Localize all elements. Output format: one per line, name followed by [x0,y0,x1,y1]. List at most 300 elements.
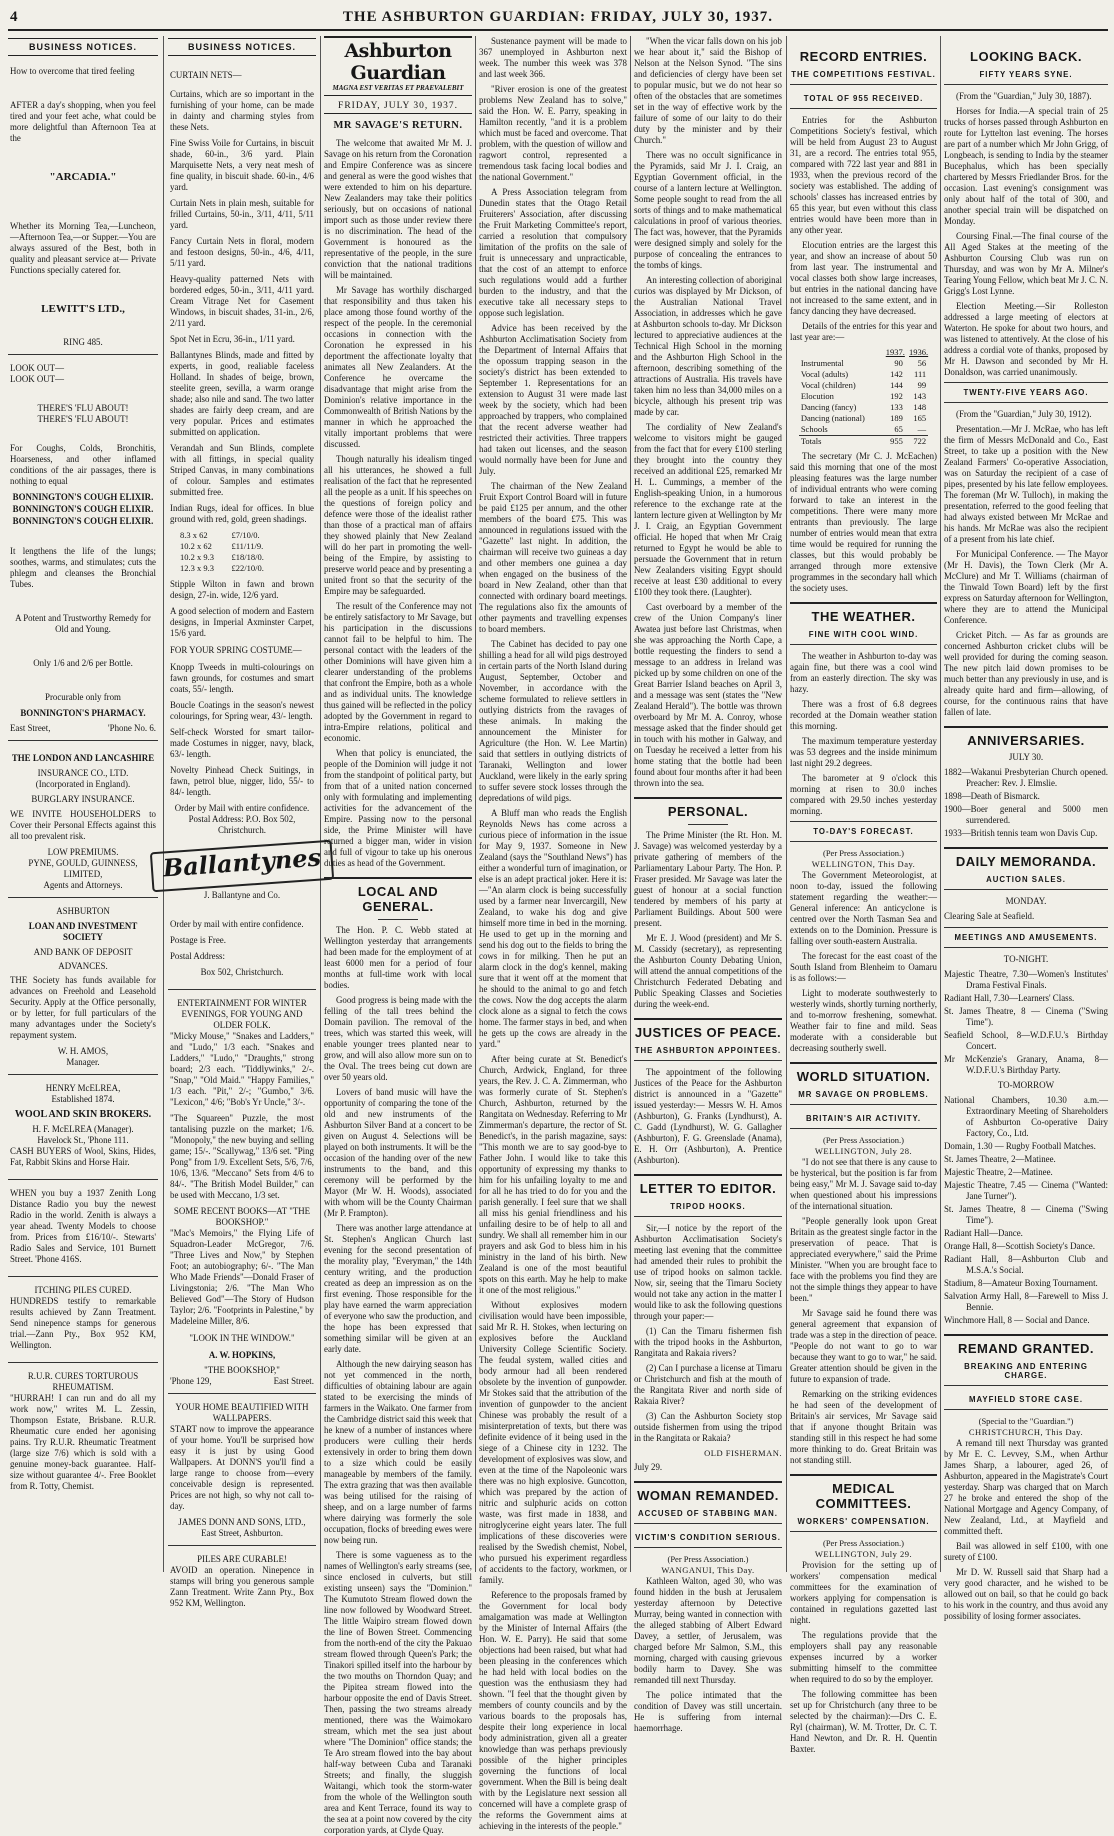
personal-body [634,830,782,1010]
ad-body: Order by mail with entire confidence. [170,919,304,929]
dateline: FRIDAY, JULY 30, 1937. [324,99,472,114]
rug-size: 8.3 x 62 [180,530,208,540]
paragraph: The Hon. P. C. Webb stated at Wellington yesterday that arrangements had been made for the employment of at least 6000 men for a period of four months at full-time work with local bodies. [324,925,472,990]
tomorrow-list [944,1095,1108,1326]
ad-body: "Micky Mouse," "Snakes and Ladders," and "Ludo," 1/3 each. "Snakes and Ladders," "Ludo," "Draughts," strong board; 2/3 each. "Tiddlywinks," 2/-. "Snap," "Old Maid." "Happy Families," 1/3 each. "Pit," 2/-; "Gumbo," 3/6. "Lexicon," 4/6; "Bob's Yr Uncle," 3/-. [170,1031,314,1107]
record-entries-body-2 [790,451,937,594]
ad-text: LOOK OUT— [10,363,64,373]
ad-body: Procurable only from [45,692,121,702]
rheumatism-ad [8,1367,158,1503]
table-row [799,413,928,424]
local-news-continued [634,36,782,789]
table-row [178,541,279,552]
ad-body: Boucle Coatings in the season's newest colourings, for Spring wear, 43/- length. [170,700,314,721]
paragraph: Presentation.—Mr J. McRae, who has left the firm of Messrs McDonald and Co., East Street, to take up a position with the New Zealand Farmers' Co-operative Association, was on Saturday the recipient of a case of pipes, presented by his late fellow employees. The foreman (Mr W. Tulloch), in making the presentation, referred to the good feeling that had always existed between Mr McRae and his hands. Mr McRae was also the recipient of a present from his late chief. [944,424,1108,544]
letter-date: July 29. [634,1462,663,1472]
section-headline: DAILY MEMORANDA. [944,847,1108,869]
press-credit: (Per Press Association.) [823,848,904,858]
ad-body: Novelty Pinhead Check Suitings, in fawn, petrol blue, nigger, lido, 55/- to 84/- length. [170,765,314,797]
paragraph: Cricket Pitch. — As far as grounds are concerned Ashburton cricket clubs will be well provided for during the coming season. The new pitch laid down promises to be much better than any previously in use, and is already quite hard and firm—allowing, of course, for the continuous rains that have fallen of late. [944,630,1108,717]
paragraph: The chairman of the New Zealand Fruit Export Control Board will in future be paid £125 per annum, and the other members of the board £75. This was announced in regulations issued with the "Gazette" last night. In addition, the chairman will receive two guineas a day and other members one guinea a day when engaged on the business of the board in New Zealand, other than that connected with ordinary board meetings. The regulations also fix the amounts of other payments and travelling expenses to board members. [479,481,627,634]
ad-headline: YOUR HOME BEAUTIFIED WITH WALLPAPERS. [175,1402,309,1423]
paragraph: Lovers of band music will have the opportunity of comparing the tone of the old and new instruments of the Ashburton Silver Band at a concert to be given on August 4. Selections will be played on both instruments. It will be the occasion of the handing over of the new instruments to the band, and this ceremony will be performed by the Mayor (Mr W. H. Woods), associated with whom will be the County Chairman (Mr P. Frampton). [324,1087,472,1218]
table-cell: 133 [890,402,903,412]
rug-price-table [178,530,279,574]
list-item: St. James Theatre, 8 — Cinema ("Swing Time"). [944,1006,1108,1027]
press-credit: (Special to the "Guardian.") [978,1416,1074,1426]
paragraph: Although the new dairying season has not yet commenced in the north, difficulties of obtaining labour are again stated to be exercising the minds of farmers in the Waikato. One farmer from the Cambridge district said this week that he knew of a number of instances where producers were culling their herds extensively in order to bring them down to a size which could be easily manageable by members of the family. The extra grazing that was then available was being utilised for the raising of sheep, and on a large number of farms where dairying was formerly the sole occupation, flocks of breeding ewes were now being run. [324,1359,472,1545]
column-business-notices-1 [8,36,158,1572]
ad-body: CASH BUYERS of Wool, Skins, Hides, Fat, Rabbit Skins and Horse Hair. [10,1146,156,1167]
ad-address: East Street. [273,1376,314,1386]
rug-size: 10.2 x 62 [180,541,212,551]
press-credit: (Per Press Association.) [667,1554,749,1564]
local-news-body [324,925,472,1836]
list-item: Stadium, 8—Amateur Boxing Tournament. [944,1278,1098,1288]
ad-body: Fancy Curtain Nets in floral, modern and festoon designs, 50-in., 4/6, 4/11, 5/11 yard. [170,236,314,268]
table-cell: 143 [913,391,927,401]
ad-body: WE INVITE HOUSEHOLDERS to Cover their Personal Effects against this all too prevalent risk. [10,809,156,841]
paragraph: Reference to the proposals framed by the Government for local body amalgamation was made at Wellington by the Minister of Internal Affairs (the Hon. W. E. Parry). He said that some objections had been raised, but what had been pleasing in the conferences which he had held with local bodies on the question was the enthusiasm they had shown. "I feel that the thought given by members of county councils and by the various boards to the proposals has, despite their long experience in local body administration, given all a greater knowledge than was perhaps previously possible of the higher principles governing the functions of local government. When the Bill is being dealt with by the Legislature next session all concerned will have a complete grasp of the reforms the Government aims at achieving in the interests of the people." [479,1590,627,1831]
paragraph: Mr D. W. Russell said that Sharp had a very good character, and he wished to be allowed out on bail, so that he could go back to his work in the country, and thus avoid any possibility of losing former associates. [944,1567,1108,1621]
paragraph: The weather in Ashburton to-day was again fine, but there was a cool wind from an easterly direction. The sky was hazy. [790,651,937,694]
column-local-news [479,36,627,1831]
dateline-place: WELLINGTON, July 29. [814,1549,913,1559]
record-entries-body [790,115,937,343]
list-item: 1882—Wakanui Presbyterian Church opened. Preacher: Rev. J. Elmslie. [944,767,1108,788]
ad-company: J. Ballantyne and Co. [203,890,281,900]
dateline-place: WELLINGTON, This Day. [811,859,916,869]
ad-product: BONNINGTON'S COUGH ELIXIR. [12,504,154,514]
subheadline: TWENTY-FIVE YEARS AGO. [944,382,1108,403]
paragraph: The regulations provide that the employers shall pay any reasonable expenses incurred by a worker submitting himself to the committee when required to do so by the employer. [790,1630,937,1684]
lewitts-name: LEWITT'S LTD., [41,303,125,315]
insurance-ad [8,745,158,898]
ad-body: Stipple Wilton in fawn and brown design, 27-in. wide, 12/6 yard. [170,579,314,600]
ad-footer: Whether its Morning Tea,—Luncheon, —Afternoon Tea,—or Supper.—You are always assured of the Best, both in quality and pleasant service at— Private Functions specially catered for. [10,221,156,275]
section-headline: THE WEATHER. [790,602,937,624]
ad-headline: R.U.R. CURES TORTUROUS RHEUMATISM. [27,1371,139,1392]
nameplate-motto: MAGNA EST VERITAS ET PRAEVALEBIT [332,84,464,92]
day-heading: MONDAY. [1005,896,1047,906]
table-cell: 165 [913,413,927,423]
ad-body: Fine Swiss Voile for Curtains, in biscuit shade, 60-in., 3/6 yard. Plain Marquisette Nets, a very neat mesh of fine quality, in biscuit shade. 60-in., 4/6 yard. [170,138,314,192]
list-item: National Chambers, 10.30 a.m.—Extraordinary Meeting of Shareholders of Ashburton Co-operative Dairy Factory, Co., Ltd. [944,1095,1108,1138]
table-cell: Vocal (adults) [800,369,849,379]
table-row [799,402,928,413]
list-item: Radiant Hall—Dance. [944,1228,1023,1238]
paragraph: Kathleen Walton, aged 30, who was found hidden in the bush at Jerusalem yesterday afternoon by Detective Murray, being wanted in connection with the alleged stabbing of Albert Edward Davey, a settler, of Jerusalem, was charged before Mr Salmon, S.M., this morning, charged with causing grievous bodily harm to Davey. She was remanded till next Thursday. [634,1576,782,1685]
list-item: 1933—British tennis team won Davis Cup. [944,828,1098,838]
column-news-5 [634,36,782,1733]
table-cell: 192 [890,391,903,401]
day-heading: TO-MORROW [997,1080,1055,1090]
subheadline: TRIPOD HOOKS. [634,1199,782,1217]
column-business-notices-2 [161,36,322,1608]
dateline-place: WANGANUI, This Day. [661,1565,755,1575]
ad-body: Ballantynes Blinds, made and fitted by experts, in good, realiable faceless Holland. In shades of beige, brown, steelite green, sevilla, a warm orange shade; also nile and sand. The two latter shades are fairly deep cream, and are very popular. Prices and estimates submitted on application. [170,350,314,437]
ad-body: START now to improve the appearance of your home. You'll be surprised how easy it is just by using Good Wallpapers. At DONN'S you'll find a large range to choose from—every conceivable design is represented. Prices are not high, so why not call to-day. [170,1424,314,1511]
ad-company: ASHBURTON [56,906,110,916]
ad-phone: 'Phone No. 6. [108,723,156,733]
table-cell: — [917,424,927,434]
list-item: 1900—Boer general and 5000 men surrendered. [944,804,1108,825]
ad-product: BONNINGTON'S COUGH ELIXIR. [12,516,154,526]
table-row [799,391,928,402]
column-rule [786,36,787,1572]
paragraph: There was no occult significance in the Pyramids, said Mr J. I. Craig, an Egyptian Government official, in the course of a lantern lecture at Wellington. Some people sought to read from the all sorts of things and to make mathematical calculations in proof of various theories. The fact was, however, that the Pyramids were designed simply and solely for the purpose of concealing the entrances to the tombs of kings. [634,150,782,270]
paragraph: The result of the Conference may not be entirely satisfactory to Mr Savage, but his participation in the discussions cannot fail to be helpful to him. The personal contact with the leaders of the other Dominions will have given him a clearer understanding of the problems that confront the Empire, both as a whole and as individual units. The knowledge thus gained will be reflected in the policy adopted by the Government in regard to intra-Empire relations, political and economic. [324,601,472,743]
ad-signatory-role: Manager. [66,1057,100,1067]
ad-body: Spot Net in Ecru, 36-in., 1/11 yard. [170,334,295,344]
ad-headline: BURGLARY INSURANCE. [31,794,135,804]
table-row [799,380,928,391]
editorial-body [324,138,472,869]
list-item: Orange Hall, 8—Scottish Society's Dance. [944,1241,1095,1251]
ad-body: HUNDREDS testify to remarkable results achieved by Zann Treatment. Send ninepence stamps for generous trial.—Zann Pty., Box 952 KM, Wellington. [10,1296,156,1350]
ad-body: Order by Mail with entire confidence. Postal Address: P.O. Box 502, Christchurch. [174,803,310,835]
lewitts-phone: RING 485. [63,337,103,347]
section-headline: JUSTICES OF PEACE. [634,1018,782,1040]
newspaper-nameplate [324,36,472,96]
ad-body: Postage is Free. [170,935,226,945]
table-cell: 148 [913,402,927,412]
section-headline: PERSONAL. [634,797,782,819]
zenith-radio-ad [8,1184,158,1277]
table-row [178,552,279,563]
ad-body: "The Squareen" Puzzle, the most tantalising puzzle on the market; 1/6. "Monopoly," the new buying and selling game; 15/-. "Scallywag," 13/6 set. "Ping Pong" from 1/9. Excellent Sets, 5/6, 7/6, 10/6, 13/6. "Meccano" Sets from 4/6 to 84/-. "The British Model Builder," can be used with Meccano, 1/3 set. [170,1113,314,1200]
table-row [178,563,279,574]
page-number: 4 [10,9,18,25]
world-situation-body [790,1157,937,1466]
ad-headline: WOOL AND SKIN BROKERS. [14,1109,152,1120]
column-rule [475,36,476,1572]
paragraph: (From the "Guardian," July 30, 1912). [956,409,1092,419]
table-cell: 56 [917,358,927,368]
anniversaries-list [944,767,1108,839]
bookshop-ad [168,994,316,1394]
press-credit: (Per Press Association.) [823,1538,904,1548]
paragraph: Details of the entries for this year and last year are:— [790,321,937,342]
paragraph: Horses for India.—A special train of 25 trucks of horses passed through Ashburton en route for Lyttelton last evening. The horses are part of a number which Mr John Grigg, of Longbeach, is sending to India by the steamer Bucephalus, which has been specially chartered by Messrs Friedlander Bros. for the occasion. Last evening's consignment was only about half of the total of 300, and another special train will be dispatched on Monday. [944,106,1108,226]
ad-company: A. W. HOPKINS, [208,1350,276,1360]
ad-body: A Potent and Trustworthy Remedy for Old and Young. [15,613,151,634]
subheadline: MEETINGS AND AMUSEMENTS. [944,927,1108,948]
ad-company-sub: INSURANCE CO., LTD. [37,768,129,778]
paragraph: Light to moderate southwesterly to westerly winds, shortly turning northerly, and to-morrow freshening, somewhat. Weather fair to fine and mild. Seas moderate with a considerable but decreasing southerly swell. [790,988,937,1053]
piles-ad [8,1281,158,1363]
paragraph: There was another large attendance at St. Stephen's Anglican Church last evening for the second presentation of the morality play, "Everyman," the 14th century writing, and the production created as deep an impression as on the first evening. Those responsible for the play have earned the warm appreciation of everyone who saw the production, and the hope has been expressed that something similar will be given at an early date. [324,1223,472,1354]
ballantynes-ad [161,62,322,990]
ad-shop-name: BONNINGTON'S PHARMACY. [20,708,146,718]
subheadline: MAYFIELD STORE CASE. [944,1392,1108,1410]
paragraph: The appointment of the following Justices of the Peace for the Ashburton district is announced in a "Gazette" issued yesterday:— Messrs W. H. Amos (Ashburton), G. Franks (Lyndhurst), A. C. Gadd (Lyndhurst), W. G. Gallagher (Ashburton), F. G. Greenslade (Anama), E. H. Orr (Ashburton), A. Prentice (Ashburton). [634,1067,782,1165]
paragraph: There was a frost of 6.8 degrees recorded at the Domain weather station this morning. [790,699,937,731]
paragraph: "River erosion is one of the greatest problems New Zealand has to solve," said the Hon. W. E. Parry, speaking in Hamilton recently, "and it is a problem which must be faced and overcome. That problem, with the question of willow and ragwort control, represented a tremendous task facing local bodies and the national Government." [479,84,627,182]
list-item: St. James Theatre, 2—Matinee. [944,1154,1056,1164]
rug-size: 12.3 x 9.3 [180,563,214,573]
table-row [799,369,928,380]
wool-brokers-ad [8,1079,158,1180]
ad-headline: ADVANCES. [58,961,108,971]
ad-name: "ARCADIA." [49,171,117,183]
section-headline: ANNIVERSARIES. [944,726,1108,748]
paragraph: The Cabinet has decided to pay one shilling a head for all wild pigs destroyed in certain parts of the North Island during August, September, October and November, in accordance with the scheme formulated to relieve settlers in outlying districts from the ravages of these animals. In making the announcement the Minister for Agriculture (the Hon. W. Lee Martin) said that settlers in outlying districts of Taranaki, Wellington and lower Auckland, were likely in the early spring to suffer severe stock losses through the depredations of wild pigs. [479,639,627,803]
tonight-list [944,969,1108,1076]
ad-headline: SOME RECENT BOOKS—AT "THE BOOKSHOP." [173,1206,311,1227]
paragraph: The Government Meteorologist, at noon to-day, issued the following statement regarding the weather:— General inference: An anticyclone is centred over the North Tasman Sea and extends on to the Dominion. Pressure is falling over south-eastern Australia. [790,870,937,946]
table-cell: 111 [914,369,927,379]
table-row [799,358,928,369]
column-rule [163,36,164,1572]
section-headline: MEDICAL COMMITTEES. [790,1474,937,1511]
list-item: Winchmore Hall, 8 — Social and Dance. [944,1315,1090,1325]
ad-headline: THERE'S 'FLU ABOUT! [37,403,129,413]
ad-body: "HURRAH! I can run and do all my work now," writes M. L. Zessin, Thompson Estate, Brisbane. R.U.R. Rheumatic cure ended her agonising pains. Try R.U.R. Rheumatic Treatment (large size 7/6) which is sold with a genuine money-back guarantee. Half-size without guarantee 4/-. Free Booklet from R. Totty, Chemist. [10,1393,156,1491]
paragraph: (3) Can the Ashburton Society stop outside fishermen from using the tripod in the Rangitata or Rakaia? [634,1411,782,1443]
table-cell: Schools [800,424,828,434]
paragraph: The following committee has been set up for Christchurch (any three to be selected by the chairman):—Drs C. E. Ryl (chairman), W. M. Trotter, Dr. C. T. Hand Newton, and Dr. R. H. Quentin Baxter. [790,1689,937,1754]
ad-headline: "LOOK IN THE WINDOW." [189,1333,295,1343]
ad-manager: H. F. McELREA (Manager). [32,1124,134,1134]
table-header-row [799,347,928,358]
paragraph: Advice has been received by the Ashburton Acclimatisation Society from the Department of Internal Affairs that the opossum trapping season in the society's district has been extended to September 1. Representations for an extension to August 31 were made last week by the society, which had been approached by trappers, who complained that the recent adverse weather had restricted their activities. Three trappers had taken out licenses, and the season would normally have been for June and July. [479,323,627,476]
press-credit: (Per Press Association.) [823,1135,904,1145]
ad-headline: ITCHING PILES CURED. [34,1285,132,1295]
subheadline: MR SAVAGE ON PROBLEMS. [790,1087,937,1105]
paragraph: The welcome that awaited Mr M. J. Savage on his return from the Coronation and Empire Conference was as sincere and general as were the good wishes that were extended to him on his departure. New Zealanders may take their politics seriously, but on occasions of national import such as those under review there is no discrimination. The head of the Government is honoured as the representative of the people, in the sure conviction that the national traditions will be maintained. [324,138,472,280]
ballantynes-logo [161,842,322,886]
letter-signature: OLD FISHERMAN. [704,1448,782,1458]
paragraph: Cast overboard by a member of the crew of the Union Company's liner Awatea just before last Christmas, when she was approaching the North Cape, a bottle requesting the finders to send a message to an address in Ireland was picked up by some children on one of the Great Barrier Island beaches on April 3, and a message was sent (states the "New Zealand Herald"). The bottle was thrown overboard by Mr M. A. Conroy, whose message asked that the finder should get in touch with his mother in Galway, and on Tuesday he received a letter from his home stating that the bottle had been found about four months after it had been thrown into the sea. [634,602,782,788]
table-cell: Instrumental [800,358,844,368]
subheadline: VICTIM'S CONDITION SERIOUS. [634,1530,782,1548]
anniversary-date: JULY 30. [1008,752,1044,762]
list-item: Majestic Theatre, 7.30—Women's Institutes' Drama Festival Finals. [944,969,1108,990]
paragraph: Remarking on the striking evidences he had seen of the development of Britain's air services, Mr Savage said that if anyone thought Britain was standing still in this respect he had some more thinking to do. Great Britain was not standing still. [790,1389,937,1465]
paragraph: A Press Association telegram from Dunedin states that the Otago Retail Fruiterers' Association, after discussing the Fruit Marketing Committee's report, carried a resolution that compulsory limitation of the profits on the sale of fruit is unnecessary and unpracticable, that the cost of an attempt to enforce such regulations would add a further burden to the industry, and that the executive take all necessary steps to oppose such legislation. [479,187,627,318]
wallpaper-ad [168,1398,316,1546]
list-item: Majestic Theatre, 2—Matinee. [944,1167,1053,1177]
table-cell: Vocal (children) [800,380,856,390]
local-news-continued [479,36,627,1832]
section-headline: LETTER TO EDITOR. [634,1174,782,1196]
section-headline: REMAND GRANTED. [944,1334,1108,1356]
paragraph: "People generally look upon Great Britain as the greatest single factor in the preservation of peace. That is appreciated everywhere," said the Prime Minister. "When you are brought face to face with the problems you find they are not the simple things they appear to have been." [790,1216,937,1303]
paragraph: Though naturally his idealism tinged all his utterances, he showed a full realisation of the fact that he represented all the people as a unit. If his speeches on the questions of foreign policy and defence were those of the idealist rather than those of a practical man of affairs they showed plainly that New Zealand will do her part in promoting the well-being of the Empire, by assisting to preserve world peace and by presenting a united front so that the security of the Empire may be safeguarded. [324,454,472,596]
paragraph: "When the vicar falls down on his job we hear about it," said the Bishop of Nelson at the Nelson Synod. "The sins and deficiencies of clergy have been set to popular music, but we do not hear so often of the obstacles that are sometimes set in the way of effective work by the failure of some of our laity to do their duty by the minister and by their Church." [634,36,782,145]
paragraph: The forecast for the east coast of the South Island from Blenheim to Oamaru is as follows:— [790,951,937,983]
ad-agents: Agents and Attorneys. [43,880,123,890]
paragraph: (From the "Guardian," July 30, 1887). [956,91,1092,101]
paragraph: Bail was allowed in self £100, with one surety of £100. [944,1541,1108,1562]
subheadline: BREAKING AND ENTERING CHARGE. [944,1359,1108,1386]
subheadline: ACCUSED OF STABBING MAN. [634,1506,782,1524]
table-cell: 144 [890,380,903,390]
column-rule [320,36,321,1572]
section-headline: LOOKING BACK. [970,49,1082,64]
list-item: St. James Theatre, 8 — Cinema ("Swing Time"). [944,1204,1108,1225]
column-news-6 [790,36,937,1754]
section-header: BUSINESS NOTICES. [168,38,316,56]
ad-body: Heavy-quality patterned Nets with bordered edges, 50-in., 3/11, 4/11 yard. Cream Vitrage Net for Casement Windows, in biscuit shades, 31-in., 2/6, 2/11 yard. [170,274,314,328]
ad-body: AFTER a day's shopping, when you feel tired and your feet ache, what could be more delightful than Afternoon Tea at the [10,100,156,143]
ad-agents: PYNE, GOULD, GUINNESS, LIMITED, [28,858,138,879]
list-item: Radiant Hall, 8—Ashburton Club and M.S.A.'s Social. [944,1254,1108,1275]
loan-society-ad [8,902,158,1075]
section-headline: WORLD SITUATION. [790,1062,937,1084]
ad-body: It lengthens the life of the lungs; soothes, warms, and stimulates; cuts the phlegm and cleanses the Bronchial Tubes. [10,546,156,589]
section-headline: RECORD ENTRIES. [799,49,928,64]
table-header [799,347,882,358]
table-row [799,424,928,436]
ad-body: A good selection of modern and Eastern designs, in Imperial Axminster Carpet, 15/6 yard. [170,606,314,638]
ad-address: East Street, [10,723,51,733]
table-cell: 189 [890,413,903,423]
list-item: Seafield School, 8—W.D.F.U.'s Birthday Concert. [944,1030,1108,1051]
ad-body: THE Society has funds available for advances on Freehold and Leasehold Security. Apply at the Office personally, or by letter, for full particulars of the many advantages under the Society's repayment system. [10,975,156,1040]
paragraph: A remand till next Thursday was granted by Mr E. C. Levvey, S.M., when Arthur James Sharp, a labourer, aged 26, of Ashburton, appeared in the Magistrate's Court yesterday. Sharp was charged that on March 27 he broke and entered the shop of the National Mortgage and Agency Company, of New Zealand, Ltd., at Mayfield and committed theft. [944,1438,1108,1536]
table-cell: 955 [882,436,905,448]
paragraph: Mr E. J. Wood (president) and Mr S. M. Cassidy (secretary), as representing the Ashburton County Debating Union, will attend the annual competitions of the Christchurch Federated Debating and Public Speaking Classes and Societies during the week-end. [634,933,782,1009]
list-item: Radiant Hall, 7.30—Learners' Class. [944,993,1075,1003]
paragraph: (2) Can I purchase a license at Timaru or Christchurch and fish at the mouth of the Rangitata River and north side of Rakaia River? [634,1363,782,1406]
arcadia-ad [8,62,158,355]
table-total-row [799,436,928,448]
fifty-years-body [944,91,1108,378]
subheadline: TO-DAY'S FORECAST. [790,821,937,842]
table-cell: Elocution [800,391,834,401]
ad-signatory: W. H. AMOS, [57,1046,109,1056]
paragraph: The barometer at 9 o'clock this morning at risen to 30.0 inches compared with 29.50 inches yesterday morning. [790,773,937,816]
ad-headline: PILES ARE CURABLE! [197,1554,287,1564]
subheadline: FINE WITH COOL WIND. [790,627,937,645]
paragraph: Mr Savage has worthily discharged that responsibility and thus taken his place among those found worthy of the respect of the people. In the ceremonial occasions in connection with the Coronation he expressed in his deportment the affectionate loyalty that animates all New Zealanders. At the Conference he overcame the disadvantage that might arise from the Dominion's relative importance in the Commonwealth of British Nations by the manner in which he approached the vitally important problems that were discussed. [324,285,472,449]
paragraph: The secretary (Mr C. J. McEachen) said this morning that one of the most pleasing features was the large number of individual entrants who were coming forward to take an interest in the competitions. There were many more entrants than previously. The large number of entries would mean that extra time would be required for running the classes, but this would probably be arranged through more extensive programmes in the secondary hall which the society uses. [790,451,937,593]
ad-company: JAMES DONN AND SONS, LTD., [178,1517,306,1527]
ad-body: Verandah and Sun Blinds, complete with all fittings, in special quality Striped Canvas, in many combinations of colour. Samples and estimates submitted free. [170,443,314,497]
ad-body: Curtains, which are so important in the furnishing of your home, can be made in dainty and charming styles from these Nets. [170,89,314,132]
table-header: 1937. [885,347,905,357]
table-cell: Dancing (national) [800,413,865,423]
ad-body: WHEN you buy a 1937 Zenith Long Distance Radio you buy the newest Radio in the world. Zenith is always a year ahead. Twenty Models to choose from. Prices from £16/10/-. Stewarts' Radio Sales and Service, 101 Burnett Street. 'Phone 416S. [10,1188,156,1264]
ad-headline: CURTAIN NETS— [170,70,242,80]
twenty-five-years-body [944,409,1108,718]
ad-company: THE LONDON AND LANCASHIRE [11,753,155,763]
ad-headline: THERE'S 'FLU ABOUT! [37,414,129,424]
subheadline: THE COMPETITIONS FESTIVAL. [790,67,937,85]
subheadline: WORKERS' COMPENSATION. [790,1514,937,1532]
ad-company-sub: AND BANK OF DEPOSIT [33,947,133,957]
ad-company-sub: (Incorporated in England). [35,779,131,789]
subheadline: BRITAIN'S AIR ACTIVITY. [790,1111,937,1129]
paragraph: There is some vagueness as to the names of Wellington's early streams (see, since enclosed in culverts, but still existing unseen) says the "Dominion." The Kumutoto Stream flowed down the line now followed by Woodward Street. The little Waipiro stream flowed down the line of Bowen Street. Commencing from the north-end of the city the Pakuao stream flowed through Queen's Park; the Tinakori spilled itself into the harbour by the two mouths on Thorndon Quay; and the Pipitea stream flowed into the harbour opposite the end of Davis Street. Then, passing the two streams already mentioned, there was the Waimokaro stream, which met the sea just about where "The Dominion" office stands; the Te Aro stream flowed into the bay about half-way between Cuba and Taranaki Streets; and finally, the sluggish Waitangi, which took the storm-water from the whole of the Wellington south area and Kent Terrace, found its way to the sea at a point now covered by the city corporation yards, at Clyde Quay. [324,1550,472,1835]
ad-text: LOOK OUT— [10,374,64,384]
ad-tagline: How to overcome that tired feeling [10,66,135,76]
paragraph: After being curate at St. Benedict's Church, Ardwick, England, for three years, the Rev. J. C. A. Zimmerman, who was formerly curate of St. Stephen's Church, Ashburton, returned by the Rangitata on Wednesday. Referring to Mr Zimmerman's departure, the rector of St. Benedict's, in the parish magazine, says: "This month we are to say good-bye to Father John. I would like to take this opportunity of expressing my thanks to him for his unfailing loyalty to me and for all he has tried to do for you and the parish generally. I feel sure that we shall all miss his genial friendliness and his unfailing desire to be of help to all and sundry. We shall all remember him in our prayers and ask God to bless him in his ministry in the land of his birth. New Zealand is one of the most beautiful spots on this earth. May he help to make it one of the most religious." [479,1054,627,1295]
entries-table [799,347,928,447]
table-cell: 65 [894,424,903,434]
ad-company: LOAN AND INVESTMENT SOCIETY [28,921,138,942]
paragraph: Entries for the Ashburton Competitions Society's festival, which will be held from August 23 to August 31, are a record. The entries total 955, compared with 722 last year and 881 in 1933, when the previous record of the society was established. The adding of schools' classes has increased entries by 65 this year, but even without this class entries would have been more than in any other year. [790,115,937,235]
medical-committees-body [790,1560,937,1755]
masthead-title: THE ASHBURTON GUARDIAN: FRIDAY, JULY 30, 1937. [342,9,774,25]
list-item: Majestic Theatre, 7.45 — Cinema ("Wanted: Jane Turner"). [944,1180,1108,1201]
piles-ad-2 [168,1550,316,1620]
paragraph: Sustenance payment will be made to 367 unemployed in Ashburton next week. The number this week was 378 and last week 366. [479,36,627,79]
list-item: Clearing Sale at Seafield. [944,911,1035,921]
ad-phone: 'Phone 129, [170,1376,212,1386]
paragraph: Election Meeting.—Sir Rolleston addressed a large meeting of electors at Waterton. He spoke for about two hours, and was listened to attentively. At the close of his address a cordial vote of thanks, proposed by Mr H. Dawson and seconded by Mr H. Donaldson, was carried unanimously. [944,301,1108,377]
table-cell: Totals [799,436,882,448]
rug-price: £11/11/9. [231,541,264,551]
ad-body: AVOID an operation. Ninepence in stamps will bring you generous sample Zann Treatment. Write Zann Pty., Box 952 KM, Wellington. [170,1565,314,1608]
paragraph: Without explosives modern civilisation would have been impossible, said Mr R. H. Stokes, when lecturing on explosives before the Auckland University College Scientific Society. The feudal system, walled cities and body armour had all been rendered obsolete by the invention of gunpowder. Mr Stokes said that the attribution of the invention of gunpowder to the ancient Chinese was probably the result of a misinterpretation of texts, but there was definite evidence of it being used in the siege of a Chinese city in 1232. The development of explosives was slow, and even at the time of the Napoleonic wars there was no high explosive. Guncotton, which was prepared by the action of nitric and sulphuric acids on cotton waste, was first made in 1838, and nitroglycerine eight years later. The full implications of these discoveries were realised by the Swedish chemist, Nobel, who pursued his experiment regardless of accidents to the factory, workmen, or family. [479,1300,627,1585]
list-item: Salvation Army Hall, 8—Farewell to Miss J. Bennie. [944,1291,1108,1312]
paragraph: Elocution entries are the largest this year, and show an increase of about 50 from last year. The instrumental and vocal classes both show large increases, but entries in the national dancing have not increased to the same extent, and in fancy dancing they have decreased. [790,240,937,316]
woman-remanded-body [634,1576,782,1734]
masthead [8,9,1108,31]
rug-price: £22/10/0. [231,563,264,573]
paragraph: Good progress is being made with the felling of the tall trees behind the Domain pavilion. The removal of the trees, which was started this week, will enable younger trees planted near to grow, and will also allow more sun on to the Oval. The trees being cut down are over 50 years old. [324,995,472,1082]
paragraph: "I do not see that there is any cause to be hysterical, but the position is far from being easy," Mr M. J. Savage said to-day when questioned about his impressions of the international situation. [790,1157,937,1211]
rug-price: £18/18/0. [231,552,264,562]
paragraph: A Bluff man who reads the English Reynolds News has come across a curious piece of information in the issue for May 9, 1937. Someone in New Zealand (says the "Southland News") has either a wonderful turn of imagination, or else is an adept practical joker. Here it is:—"An alarm clock is being successfully used by a farmer near Invercargill, New Zealand, to wake his dog and give himself more time in bed in the morning. He used to get up in the morning and send his dog out to the fields to bring the cows in for milking. Then he put an alarm clock in the dog's kennel, making sure that it went off at the moment that he should to the animal to go and fetch the cows. Now the dog accepts the alarm clock alone as a signal to fetch the cows home. The farmer stays in bed, and when he gets up the cows are already in the yard." [479,808,627,1049]
ad-body: Box 502, Christchurch. [200,967,284,977]
table-cell: 90 [894,358,903,368]
ad-body: Curtain Nets in plain mesh, suitable for frilled Curtains, 50-in., 3/11, 4/11, 5/11 yard. [170,198,314,230]
ad-headline: ENTERTAINMENT FOR WINTER EVENINGS, FOR YOUNG AND OLDER FOLK. [177,998,307,1030]
section-headline: WOMAN REMANDED. [634,1481,782,1503]
column-rule [940,36,941,1572]
table-cell: Dancing (fancy) [800,402,857,412]
paragraph: Sir,—I notice by the report of the Ashburton Acclimatisation Society's meeting last evening that the committee had amended their rules to prohibit the use of tripod hooks on salmon tackle. Now, sir, seeing that the Timaru Society would not take any action in the matter I would like to ask the following questions through your paper:— [634,1223,782,1321]
ad-body: Postal Address: [170,951,225,961]
dateline-place: WELLINGTON, July 28. [814,1146,913,1156]
justices-body [634,1067,782,1166]
paragraph: Coursing Final.—The final course of the All Aged Stakes at the meeting of the Ashburton Coursing Club was run on Thursday, and was won by Mr A. Milner's Tearing Young Fellow, which beat Mr J. C. N. Grigg's Lost Lynne. [944,231,1108,296]
section-header: BUSINESS NOTICES. [8,38,158,56]
ad-headline: FOR YOUR SPRING COSTUME— [170,645,302,655]
table-header: 1936. [909,347,929,357]
ad-body: Indian Rugs, ideal for offices. In blue ground with red, gold, green shadings. [170,503,314,524]
rug-price: £7/10/0. [231,530,260,540]
column-rule [630,36,631,1572]
rug-size: 10.2 x 9.3 [180,552,214,562]
paragraph: The cordiality of New Zealand's welcome to visitors might be gauged from the fact that for every £100 sterling they brought into the country they received an additional £25, remarked Mr H. L. Cummings, a member of the English-speaking Union, in a humorous reference to the exchange rate at the lantern lecture given at Wellington by Mr J. I. Craig, an Egyptian Government official. He hoped that when Mr Craig returned to Egypt he would be able to persuade the Government that in return New Zealanders visiting Egypt should receive at least £30 additional to every £100 they took there. (Laughter). [634,422,782,597]
dateline-place: CHRISTCHURCH, This Day. [968,1427,1084,1437]
ad-price: Only 1/6 and 2/6 per Bottle. [33,658,133,668]
day-heading: TO-NIGHT. [1003,954,1049,964]
paragraph: The Prime Minister (the Rt. Hon. M. J. Savage) was welcomed yesterday by a private gathering of members of the Parliamentary Labour Party. The Hon. P. Fraser presided. Mr Savage was later the guest of honour at a social function tendered by members of his party at Parliament Buildings. About 500 were present. [634,830,782,928]
ad-body: Self-check Worsted for smart tailor-made Costumes in nigger, navy, black, 63/- length. [170,727,314,759]
ballantynes-logo-text: Ballantynes [150,840,335,893]
ad-address: East Street, Ashburton. [201,1528,283,1538]
list-item: Mr McKenzie's Granary, Anama, 8—W.D.F.U.'s Birthday Party. [944,1054,1108,1075]
column-news-7 [944,36,1108,1621]
nameplate-title: Ashburton Guardian [344,40,452,84]
subheadline: FIFTY YEARS SYNE. [944,67,1108,85]
ad-headline: LOW PREMIUMS. [47,847,119,857]
ad-company: HENRY McELREA, [45,1083,121,1093]
forecast-body [790,870,937,1054]
table-row [178,530,279,541]
paragraph: The maximum temperature yesterday was 53 degrees and the inside minimum last night 29.2 degrees. [790,736,937,768]
letter-body [634,1223,782,1473]
ad-address: Havelock St., 'Phone 111. [37,1135,129,1145]
subheadline: TOTAL OF 955 RECEIVED. [790,91,937,109]
ad-product: BONNINGTON'S COUGH ELIXIR. [12,492,154,502]
